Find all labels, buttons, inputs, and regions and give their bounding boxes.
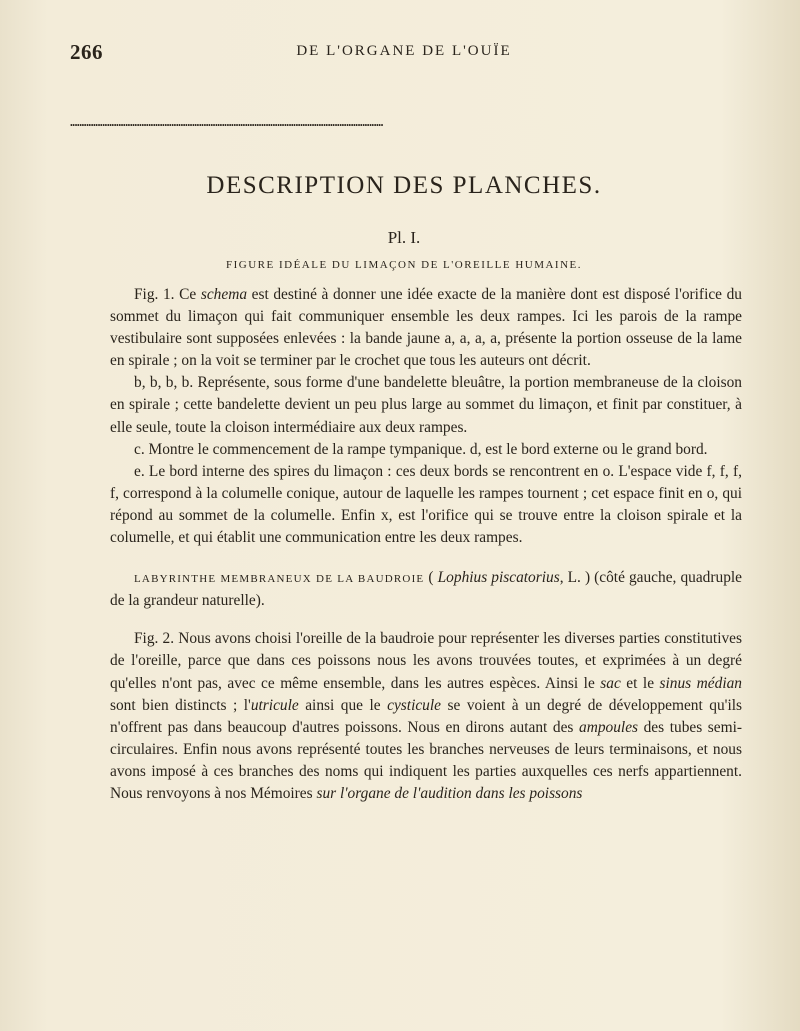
term-ampoules: ampoules [579, 718, 639, 736]
term-utricule: utricule [250, 696, 299, 714]
fig2-part1: Fig. 2. Nous avons choisi l'oreille de la baudroie pour représenter les diverses parties constitutives de l'oreille, parce que dans ces poissons nous les avons trouvées toutes, et exprimées à un degré qu'elles n'ont pas, avec ce même ensemble, dans les autres espèces. Ainsi le [110, 630, 742, 692]
page-number: 266 [70, 40, 103, 64]
figure-title: FIGURE IDÉALE DU LIMAÇON DE L'OREILLE HUMAINE. [225, 259, 583, 271]
paragraph-fig1 [110, 284, 742, 372]
heading-open: ( [424, 569, 438, 587]
section-title: DESCRIPTION DES PLANCHES. [206, 172, 602, 199]
fig1-text: est destiné à donner une idée exacte de la manière dont est disposé l'orifice du sommet du limaçon qui fait communiquer ensemble les deux rampes. Ici les parois de la rampe vestibulaire sont supposées enlevées : la bande jaune a, a, a, a, présente la portion osseuse de la lame en spirale ; on la voit se terminer par le crochet que tous les auteurs ont décrit. [110, 286, 743, 370]
section-heading-baudroie [110, 567, 742, 612]
term-memoires: sur l'organe de l'audition dans les poissons [316, 784, 583, 802]
term-cysticule: cysticule [387, 696, 441, 714]
fig1-schema: schema [200, 286, 248, 303]
fig2-part6: des tubes semi-circulaires. Enfin nous avons représenté toutes les branches nerveuses de leurs terminaisons, et nous avons imposé à ces branches des noms qui indiquent les parties auxquelles ces nerfs appartiennent. Nous renvoyons à nos Mémoires [110, 718, 742, 802]
fig1-lead: Fig. 1. Ce [134, 286, 201, 303]
ornamental-rule: •••••••••••••••••••••••••••••••••••••••••••••••••••••••••••••••••••••••••••••••••••••••••••••••••••••••••••••••••••••••••••••••••••••••• [70, 122, 383, 130]
paragraph-e: e. Le bord interne des spires du limaçon : ces deux bords se rencontrent en o. L'espace vide f, f, f, f, correspond à la columelle conique, autour de laquelle les rampes tournent ; cet espace finit en o, qui répond au sommet de la columelle. Enfin x, est l'orifice qui se trouve entre la cloison spirale et la columelle, et qui établit une communication entre les deux rampes. [110, 462, 742, 547]
fig2-part3: sont bien distincts ; l' [110, 696, 251, 714]
plate-label: Pl. I. [387, 228, 421, 247]
running-head: DE L'ORGANE DE L'OUÏE [296, 43, 512, 59]
body-text [110, 284, 742, 805]
fig2-part2: et le [620, 674, 660, 692]
paragraph-b: b, b, b, b. Représente, sous forme d'une bandelette bleuâtre, la portion membraneuse de la cloison en spirale ; cette bandelette devient un peu plus large au sommet du limaçon, et finit par constituer, à elle seule, toute la cloison intermédiaire aux deux rampes. [110, 374, 742, 436]
fig2-part5: se voient à un degré de développement qu'ils n'offrent pas dans beaucoup d'autres poissons. Nous en dirons autant des [110, 696, 742, 736]
page-header [70, 40, 738, 80]
heading-caps: LABYRINTHE MEMBRANEUX DE LA BAUDROIE [134, 573, 425, 586]
paragraph-c: c. Montre le commencement de la rampe tympanique. d, est le bord externe ou le grand bord. [134, 440, 708, 458]
paragraph-fig2 [110, 628, 742, 805]
term-sinus: sinus médian [659, 674, 742, 692]
species-name: Lophius piscatorius [437, 569, 560, 587]
term-sac: sac [600, 674, 621, 692]
heading-rest: , L. ) (côté gauche, quadruple de la grandeur naturelle). [110, 569, 742, 610]
fig2-part4: ainsi que le [298, 696, 388, 714]
